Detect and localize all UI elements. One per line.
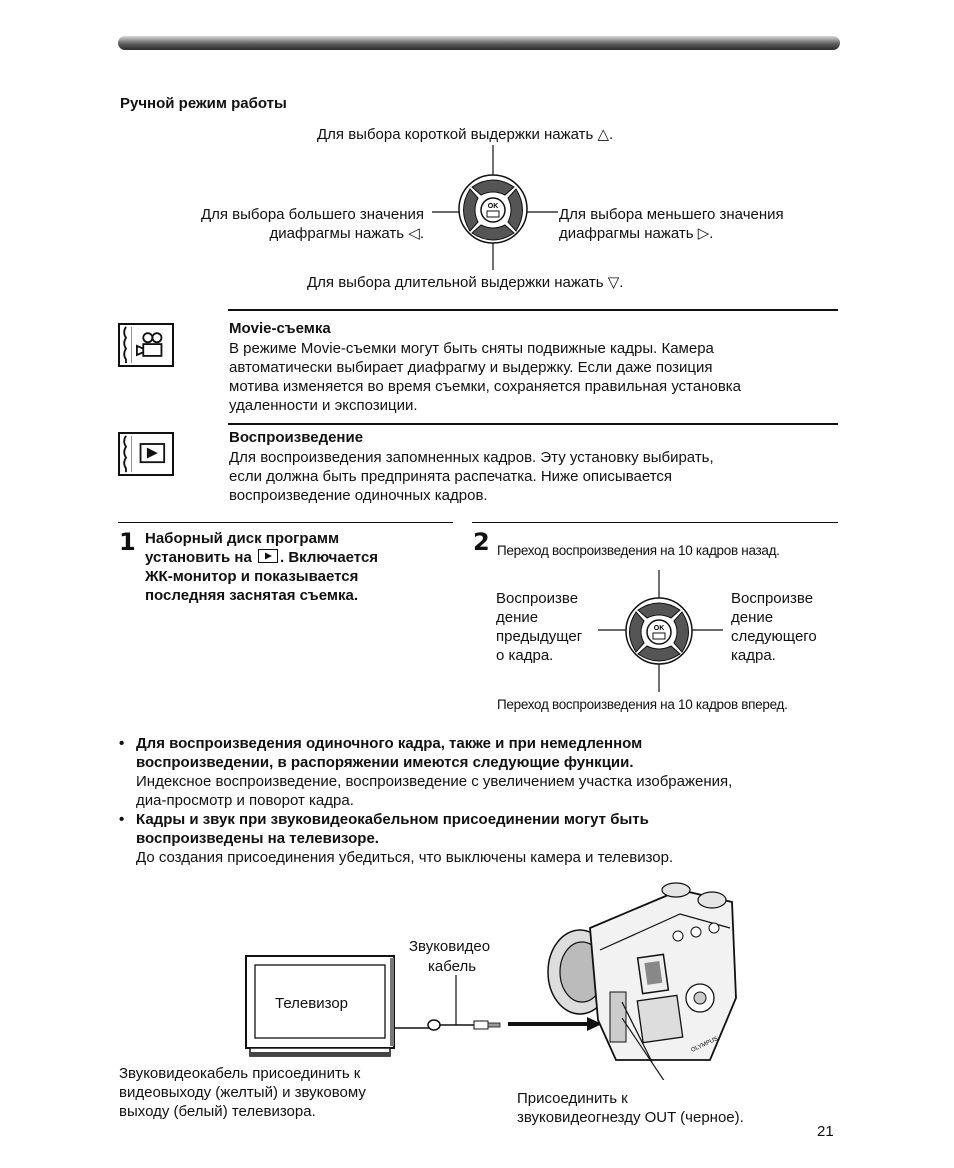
step2-bottom-label: Переход воспроизведения на 10 кадров вперед. [497,697,788,712]
movie-line: удаленности и экспозиции. [229,397,418,414]
playback-line: если должна быть предпринята распечатка. Ниже описывается [229,468,673,485]
cable-label-2: кабель [428,958,477,975]
bullet-list [119,734,839,867]
divider-step2 [472,522,838,523]
playback-line: воспроизведение одиночных кадров. [229,487,488,504]
section-heading-manual: Ручной режим работы [120,95,287,112]
step1-line: Наборный диск программ [145,530,340,547]
movie-line: В режиме Movie-съемки могут быть сняты подвижные кадры. Камера [229,340,714,357]
movie-mode-icon [118,323,174,367]
ok-text: OK [487,203,499,210]
step2-right-line: кадра. [731,647,776,664]
bullet-item: • Кадры и звук при звуковидеокабельном присоединении могут быть воспроизведены на телевизоре. До создания присоединения убедиться, что выключены камера и телевизор. [119,811,674,866]
playback-line: Для воспроизведения запомненных кадров. Эту установку выбирать, [229,449,714,466]
tv-note-line: выходу (белый) телевизора. [119,1103,316,1120]
header-bar [118,36,840,50]
connection-diagram [240,880,750,1080]
ok-text: OK [653,625,665,632]
bullet-item: • Для воспроизведения одиночного кадра, также и при немедленном воспроизведении, в распоряжении имеются следующие функции. Индексное воспроизведение, воспроизведение с увеличением участка изображения, диа-просмотр и поворот кадра. [119,735,733,809]
step2-left-line: о кадра. [496,647,554,664]
playback-title: Воспроизведение [229,429,364,446]
movie-line: мотива изменяется во время съемки, сохраняется правильная установка [229,378,742,395]
camera-note-line: Присоединить к [517,1090,628,1107]
label-left-1: Для выбора большего значения [200,206,424,223]
movie-title: Movie-съемка [229,320,331,337]
tv-note-line: видеовыходу (желтый) и звуковому [119,1084,366,1101]
step1-line: последняя заснятая съемка. [145,587,358,604]
step2-top-label: Переход воспроизведения на 10 кадров назад. [497,543,780,558]
tv-note-line: Звуковидеокабель присоединить к [119,1065,361,1082]
tv-label: Телевизор [275,995,349,1012]
step1-line: установить на . Включается [145,549,379,566]
label-right-1: Для выбора меньшего значения [559,206,784,223]
camera-note-line: звуковидеогнезду OUT (черное). [517,1109,744,1126]
playback-mode-icon [118,432,174,476]
step1-line: ЖК-монитор и показывается [145,568,359,585]
camera-brand-text: OLYMPUS [690,1036,720,1054]
play-icon [258,549,278,563]
label-down: Для выбора длительной выдержки нажать ▽. [307,274,624,291]
cable-label-1: Звуковидео [409,938,491,955]
camera-icon [548,883,736,1062]
divider-step1 [118,522,453,523]
arrow-pad-icon [430,145,560,270]
page-number: 21 [817,1123,834,1140]
label-right-2: диафрагмы нажать ▷. [559,225,714,242]
divider-movie [228,309,838,311]
step2-right-line: Воспроизве [731,590,814,607]
step2-number: 2 [473,528,490,556]
step2-left-line: предыдущег [496,628,583,645]
movie-line: автоматически выбирает диафрагму и выдержку. Если даже позиция [229,359,713,376]
step2-right-line: дение [731,609,774,626]
step2-left-line: дение [496,609,539,626]
step1-number: 1 [119,528,136,556]
arrow-pad-icon [598,570,723,692]
divider-playback [228,423,838,425]
label-up: Для выбора короткой выдержки нажать △. [317,126,614,143]
step2-right-line: следующего [731,628,817,645]
step2-left-line: Воспроизве [496,590,579,607]
label-left-2: диафрагмы нажать ◁. [269,225,424,242]
